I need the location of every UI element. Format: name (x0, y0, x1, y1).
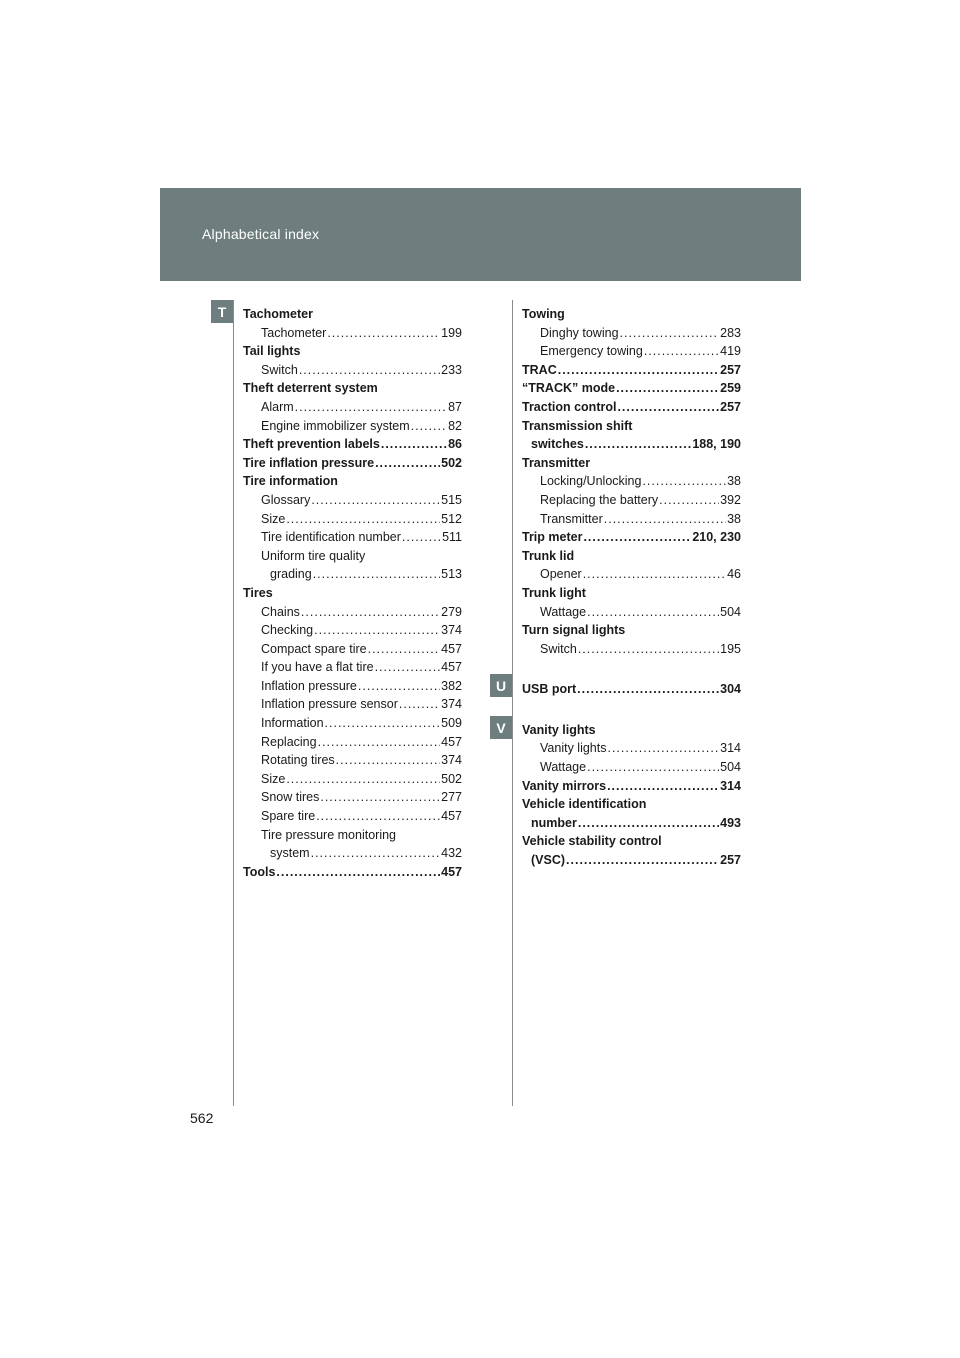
index-entry: Turn signal lights (522, 623, 626, 638)
index-entry-page[interactable]: 374 (441, 753, 462, 768)
dot-leader (327, 324, 440, 343)
index-entry-page[interactable]: 86 (448, 437, 462, 452)
dot-leader (295, 398, 447, 417)
index-entry-label: Inflation pressure sensor (261, 697, 398, 712)
dot-leader (314, 621, 440, 640)
index-entry-label: Trip meter (522, 530, 583, 545)
index-entry-page[interactable]: 515 (441, 492, 462, 507)
index-entry-page[interactable]: 504 (720, 760, 741, 775)
dot-leader (558, 361, 719, 380)
index-entry-label: Vanity mirrors (522, 778, 607, 793)
index-entry[interactable] (522, 342, 741, 361)
index-entry-page[interactable]: 502 (441, 455, 462, 470)
index-entry: Trunk light (522, 585, 586, 600)
index-entry[interactable] (243, 491, 462, 510)
dot-leader (375, 454, 440, 473)
index-entry-label: system (270, 846, 310, 861)
dot-leader (583, 528, 691, 547)
index-entry-page[interactable]: 457 (441, 641, 462, 656)
index-entry-page[interactable]: 233 (441, 362, 462, 377)
index-entry[interactable] (243, 658, 462, 677)
index-entry-label: Replacing the battery (540, 492, 659, 507)
index-entry[interactable] (522, 361, 741, 380)
index-entry[interactable] (522, 398, 741, 417)
index-entry-page[interactable]: 188, 190 (692, 437, 741, 452)
index-entry-page[interactable]: 195 (720, 641, 741, 656)
dot-leader (607, 739, 719, 758)
index-entry-label: switches (531, 437, 584, 452)
index-entry[interactable] (243, 770, 462, 789)
index-entry-page[interactable]: 502 (441, 771, 462, 786)
dot-leader (402, 528, 441, 547)
section-tab-t[interactable]: T (211, 300, 233, 323)
index-entry-page[interactable]: 304 (720, 682, 741, 697)
index-entry-label: Chains (261, 604, 300, 619)
index-entry[interactable] (243, 324, 462, 343)
index-entry[interactable] (522, 814, 741, 833)
dot-leader (578, 640, 719, 659)
index-entry: Tail lights (243, 344, 301, 359)
index-entry-page[interactable]: 504 (720, 604, 741, 619)
index-entry-label: Alarm (261, 399, 294, 414)
index-entry-page[interactable]: 259 (720, 381, 741, 396)
index-entry-page[interactable]: 38 (727, 511, 741, 526)
dot-leader (325, 714, 441, 733)
dot-leader (604, 510, 726, 529)
index-entry: Tire pressure monitoring (261, 827, 397, 842)
dot-leader (659, 491, 719, 510)
index-entry: Transmission shift (522, 418, 633, 433)
index-entry-page[interactable]: 374 (441, 623, 462, 638)
index-entry[interactable] (243, 844, 462, 863)
index-entry[interactable] (522, 680, 741, 699)
index-entry-label: If you have a flat tire (261, 660, 374, 675)
index-entry-page[interactable]: 457 (441, 660, 462, 675)
index-entry-label: Snow tires (261, 790, 320, 805)
index-entry[interactable] (522, 324, 741, 343)
index-entry: Trunk lid (522, 548, 575, 563)
index-entry-page[interactable]: 46 (727, 567, 741, 582)
dot-leader (311, 491, 440, 510)
index-entry[interactable] (243, 417, 462, 436)
index-entry-label: Tools (243, 864, 276, 879)
index-entry-page[interactable]: 382 (441, 678, 462, 693)
section-gap (522, 658, 741, 680)
index-entry-label: Transmitter (540, 511, 603, 526)
index-entry[interactable] (522, 472, 741, 491)
index-entry-label: Rotating tires (261, 753, 335, 768)
index-entry-page[interactable]: 210, 230 (692, 530, 741, 545)
index-entry[interactable] (243, 863, 462, 882)
index-entry: Tires (243, 585, 273, 600)
index-entry[interactable] (243, 528, 462, 547)
index-entry: Vehicle identification (522, 797, 647, 812)
index-entry[interactable] (522, 491, 741, 510)
dot-leader (566, 851, 719, 870)
index-entry-label: Switch (261, 362, 298, 377)
index-entry-label: Glossary (261, 492, 311, 507)
index-entry-label: TRAC (522, 362, 557, 377)
index-entry-label: Emergency towing (540, 344, 643, 359)
index-entry: Tachometer (243, 307, 313, 321)
dot-leader (587, 603, 719, 622)
index-column-right (522, 305, 741, 870)
dot-leader (276, 863, 440, 882)
index-entry[interactable] (522, 603, 741, 622)
index-entry-page[interactable]: 493 (720, 815, 741, 830)
index-entry-page[interactable]: 82 (448, 418, 462, 433)
index-entry-label: Opener (540, 567, 582, 582)
column-divider-rule (512, 300, 513, 1106)
index-entry-page[interactable]: 512 (441, 511, 462, 526)
index-entry-page[interactable]: 392 (720, 492, 741, 507)
index-entry[interactable] (243, 398, 462, 417)
page-header (160, 188, 801, 281)
index-entry-page[interactable]: 257 (720, 399, 741, 414)
dot-leader (620, 324, 720, 343)
dot-leader (358, 677, 440, 696)
dot-leader (286, 770, 440, 789)
index-entry[interactable] (243, 435, 462, 454)
section-gap (522, 699, 741, 721)
index-entry: Vanity lights (522, 722, 596, 737)
index-entry[interactable] (522, 510, 741, 529)
index-entry[interactable] (522, 379, 741, 398)
dot-leader (399, 695, 440, 714)
index-entry-label: Checking (261, 623, 314, 638)
index-entry-label: Information (261, 716, 324, 731)
section-tab-u[interactable]: U (490, 674, 512, 697)
index-entry[interactable] (243, 788, 462, 807)
section-tab-v[interactable]: V (490, 716, 512, 739)
index-entry[interactable] (522, 758, 741, 777)
index-entry-label: Switch (540, 641, 577, 656)
dot-leader (577, 680, 719, 699)
index-list-u (522, 680, 741, 699)
index-entry-label: number (531, 815, 577, 830)
index-entry-page[interactable]: 419 (720, 344, 741, 359)
index-entry[interactable] (243, 621, 462, 640)
dot-leader (286, 510, 440, 529)
index-entry[interactable] (243, 807, 462, 826)
index-entry: Towing (522, 307, 565, 321)
index-entry-label: Size (261, 771, 286, 786)
index-entry-label: Wattage (540, 760, 587, 775)
index-entry-label: Tire inflation pressure (243, 455, 375, 470)
index-entry-page[interactable]: 38 (727, 474, 741, 489)
index-entry[interactable] (522, 777, 741, 796)
index-entry[interactable] (243, 603, 462, 622)
index-entry-label: Engine immobilizer system (261, 418, 410, 433)
index-entry[interactable] (243, 510, 462, 529)
index-entry: Tire information (243, 474, 338, 489)
index-entry-page[interactable]: 457 (441, 864, 462, 879)
index-entry-page[interactable]: 374 (441, 697, 462, 712)
index-entry-label: Replacing (261, 734, 317, 749)
index-entry[interactable] (243, 733, 462, 752)
index-entry-page[interactable]: 279 (441, 604, 462, 619)
index-entry: Transmitter (522, 455, 591, 470)
index-entry[interactable] (243, 751, 462, 770)
dot-leader (585, 435, 692, 454)
index-entry-page[interactable]: 457 (441, 809, 462, 824)
dot-leader (583, 565, 726, 584)
dot-leader (644, 342, 719, 361)
dot-leader (311, 844, 441, 863)
index-entry-label: grading (270, 567, 312, 582)
index-entry-label: USB port (522, 682, 577, 697)
index-entry-label: Size (261, 511, 286, 526)
index-entry-label: Traction control (522, 399, 617, 414)
index-entry-label: “TRACK” mode (522, 381, 616, 396)
index-entry[interactable] (522, 739, 741, 758)
index-entry-page[interactable]: 457 (441, 734, 462, 749)
index-entry-page[interactable]: 509 (441, 716, 462, 731)
dot-leader (336, 751, 440, 770)
dot-leader (299, 361, 440, 380)
index-entry[interactable] (522, 528, 741, 547)
index-entry-label: Theft prevention labels (243, 437, 380, 452)
header-title: Alphabetical index (202, 226, 320, 242)
dot-leader (316, 807, 440, 826)
index-entry-label: (VSC) (531, 853, 566, 868)
index-entry-label: Locking/Unlocking (540, 474, 642, 489)
index-entry[interactable] (243, 454, 462, 473)
dot-leader (616, 379, 719, 398)
index-entry-page[interactable]: 87 (448, 399, 462, 414)
dot-leader (607, 777, 719, 796)
index-entry-label: Inflation pressure (261, 678, 357, 693)
index-entry-page[interactable]: 257 (720, 853, 741, 868)
index-entry-label: Spare tire (261, 809, 316, 824)
dot-leader (411, 417, 447, 436)
index-entry[interactable] (522, 851, 741, 870)
index-entry-page[interactable]: 511 (442, 530, 462, 545)
index-list-t-left (243, 305, 462, 881)
index-entry[interactable] (243, 714, 462, 733)
index-entry[interactable] (522, 565, 741, 584)
index-entry-label: Dinghy towing (540, 325, 619, 340)
index-list-t-right (522, 305, 741, 658)
index-entry-label: Wattage (540, 604, 587, 619)
index-entry-page[interactable]: 314 (720, 741, 741, 756)
index-entry-label: Vanity lights (540, 741, 607, 756)
dot-leader (578, 814, 719, 833)
index-entry[interactable] (243, 361, 462, 380)
index-entry-label: Compact spare tire (261, 641, 367, 656)
index-entry[interactable] (243, 640, 462, 659)
dot-leader (642, 472, 726, 491)
index-entry-page[interactable]: 257 (720, 362, 741, 377)
dot-leader (318, 733, 441, 752)
index-entry: Vehicle stability control (522, 834, 662, 849)
index-list-v (522, 721, 741, 870)
dot-leader (587, 758, 719, 777)
index-entry-page[interactable]: 277 (441, 790, 462, 805)
page-number: 562 (190, 1110, 214, 1126)
dot-leader (313, 565, 440, 584)
index-entry: Theft deterrent system (243, 381, 378, 396)
index-entry-label: Tachometer (261, 325, 327, 340)
dot-leader (381, 435, 447, 454)
index-entry-page[interactable]: 283 (720, 325, 741, 340)
dot-leader (617, 398, 719, 417)
index-entry-page[interactable]: 432 (441, 846, 462, 861)
dot-leader (375, 658, 441, 677)
dot-leader (301, 603, 440, 622)
dot-leader (368, 640, 441, 659)
left-margin-rule (233, 300, 234, 1106)
index-column-left (243, 305, 462, 881)
dot-leader (320, 788, 440, 807)
index-entry-page[interactable]: 314 (720, 778, 741, 793)
index-entry-label: Tire identification number (261, 530, 401, 545)
index-entry[interactable] (522, 435, 741, 454)
index-entry[interactable] (522, 640, 741, 659)
index-entry[interactable] (243, 695, 462, 714)
index-entry-page[interactable]: 199 (441, 325, 462, 340)
index-entry: Uniform tire quality (261, 548, 366, 563)
index-entry[interactable] (243, 677, 462, 696)
index-entry[interactable] (243, 565, 462, 584)
index-entry-page[interactable]: 513 (441, 567, 462, 582)
